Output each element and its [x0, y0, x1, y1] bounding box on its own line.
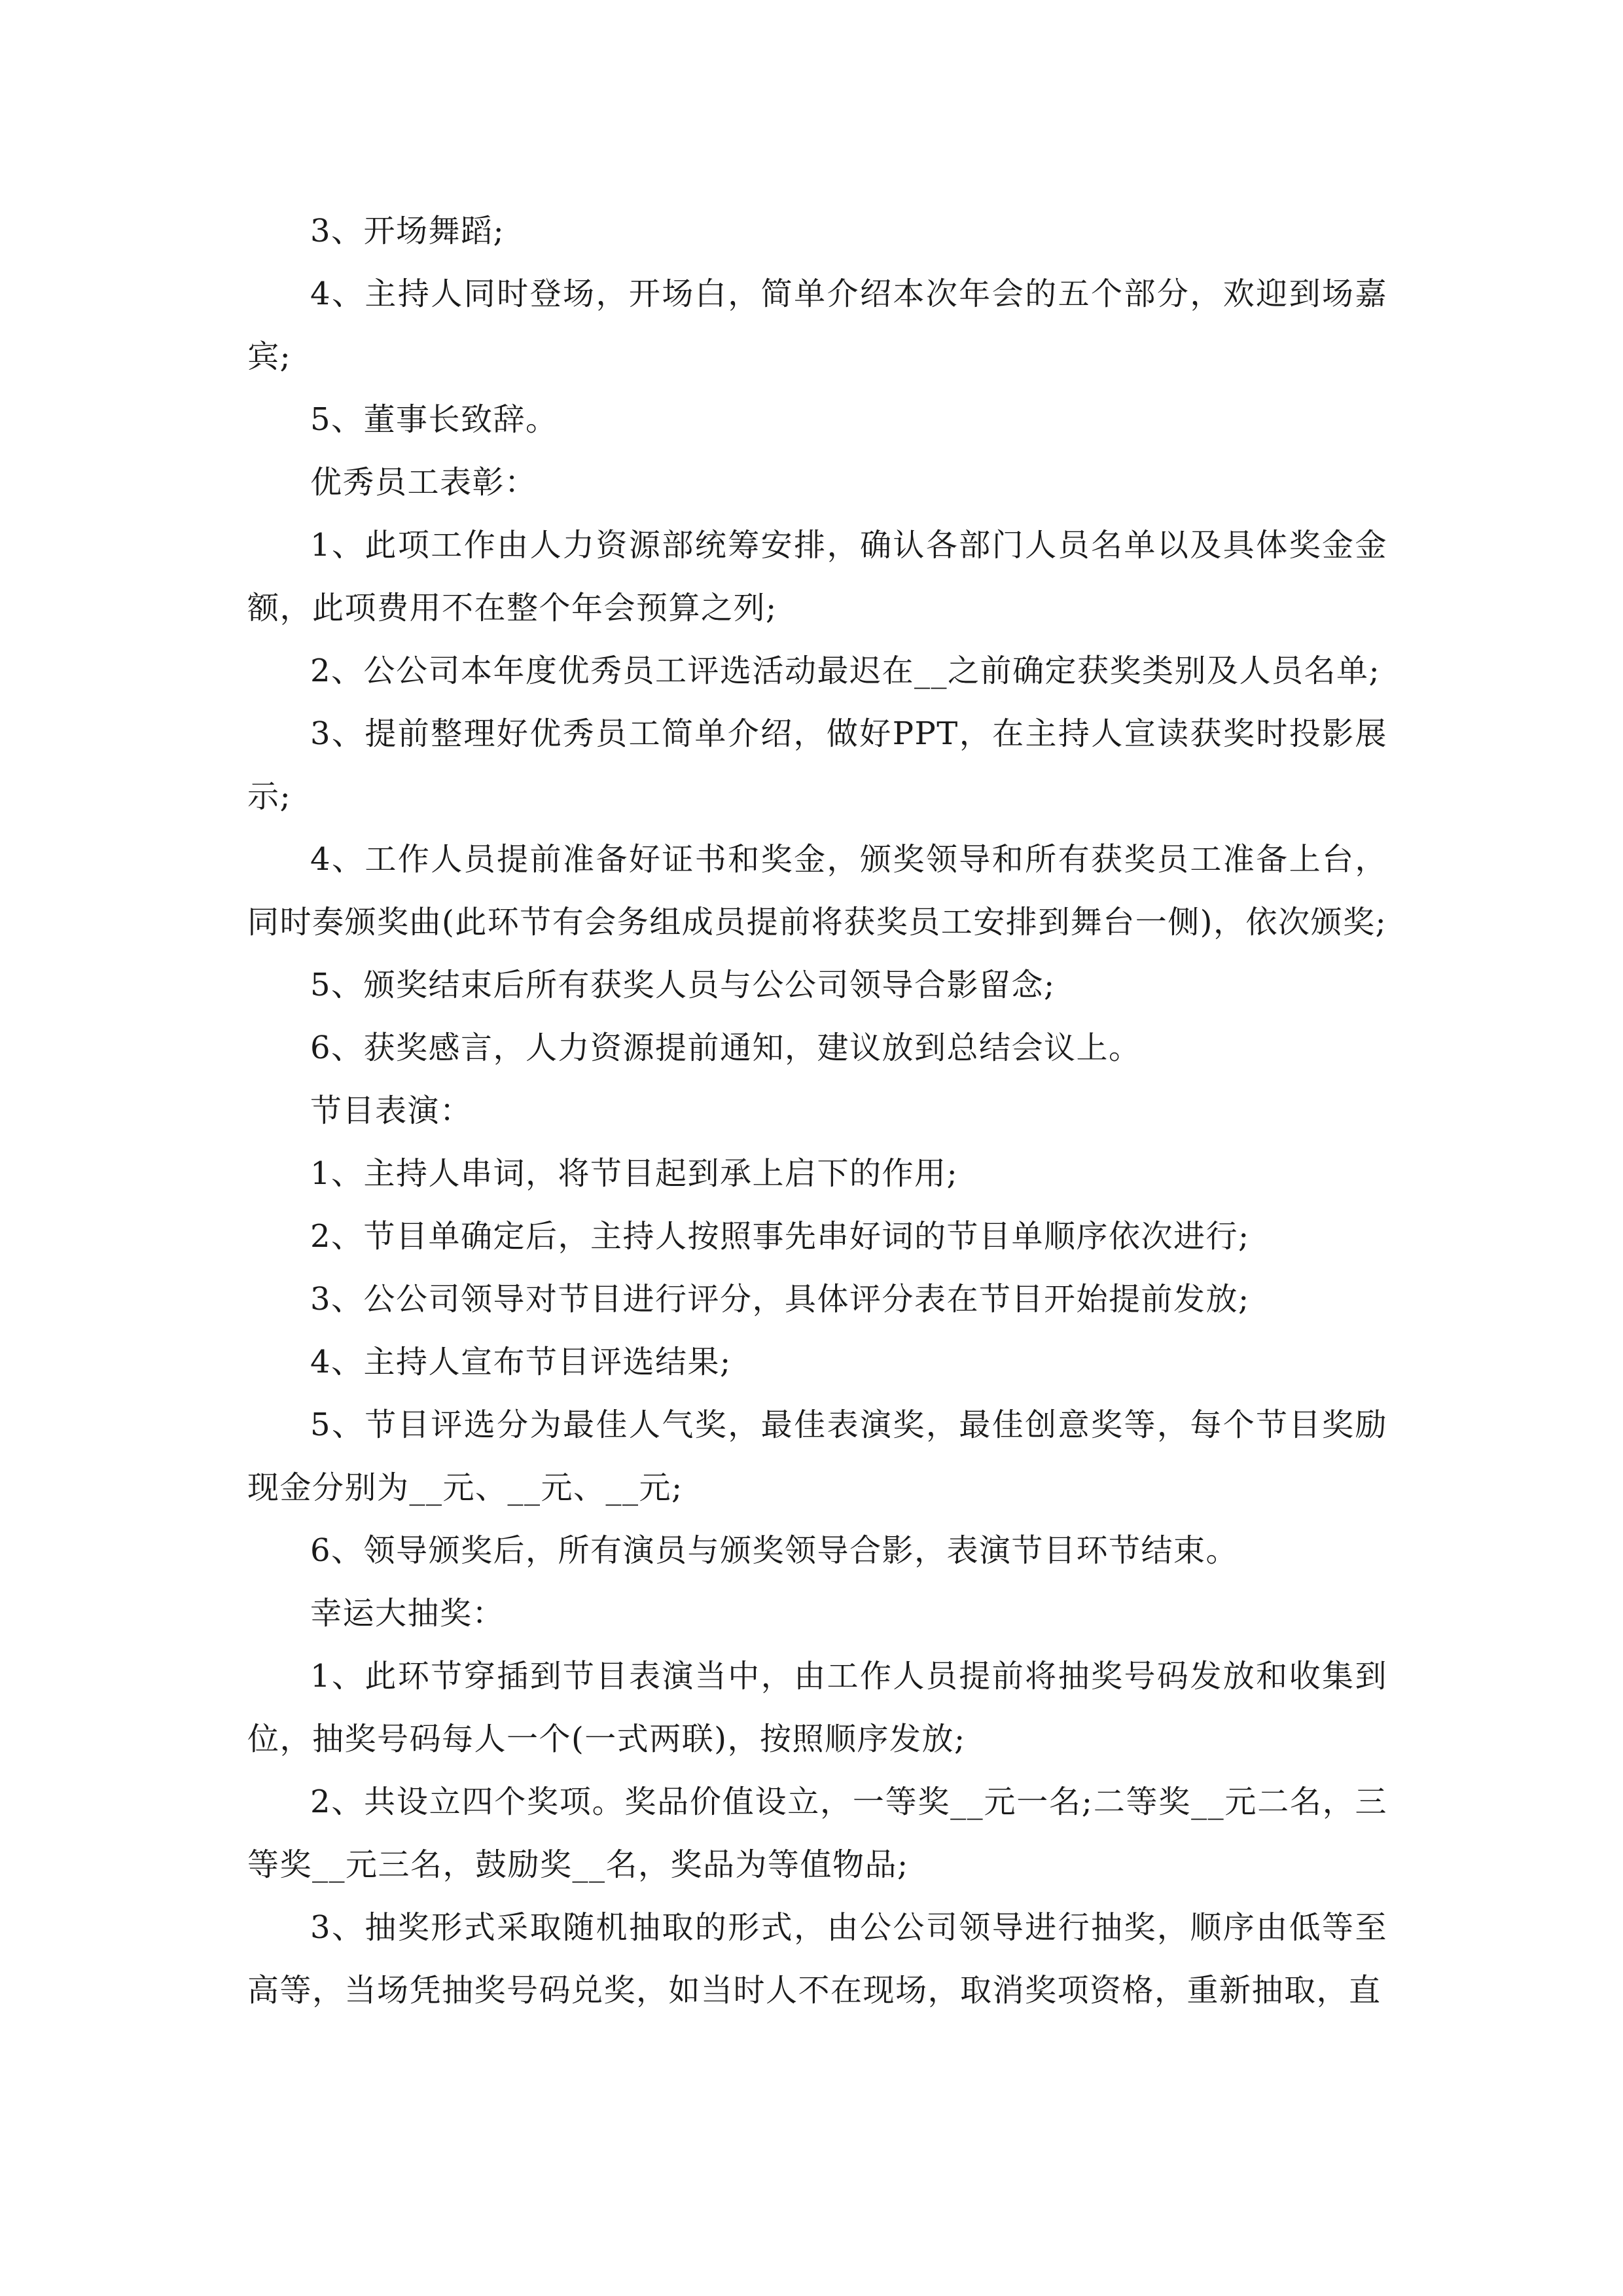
paragraph: 3、开场舞蹈;	[310, 213, 505, 249]
paragraph: 5、董事长致辞。	[310, 401, 558, 438]
section-heading: 幸运大抽奖：	[310, 1595, 505, 1632]
paragraph: 1、此环节穿插到节目表演当中，由工作人员提前将抽奖号码发放和收集到位，抽奖号码每人一个(一式两联)，按照顺序发放;	[247, 1658, 1387, 1757]
paragraph: 1、主持人串词，将节目起到承上启下的作用;	[310, 1155, 959, 1192]
paragraph: 2、公公司本年度优秀员工评选活动最迟在__之前确定获奖类别及人员名单;	[310, 653, 1381, 689]
document-body	[247, 200, 1387, 2022]
paragraph: 3、公公司领导对节目进行评分，具体评分表在节目开始提前发放;	[310, 1281, 1250, 1318]
paragraph: 1、此项工作由人力资源部统筹安排，确认各部门人员名单以及具体奖金金额，此项费用不在整个年会预算之列;	[247, 527, 1387, 626]
paragraph: 4、主持人同时登场，开场白，简单介绍本次年会的五个部分，欢迎到场嘉宾;	[247, 276, 1387, 375]
paragraph: 3、抽奖形式采取随机抽取的形式，由公公司领导进行抽奖，顺序由低等至高等，当场凭抽奖号码兑奖，如当时人不在现场，取消奖项资格，重新抽取，直	[247, 1909, 1387, 2009]
section-heading: 优秀员工表彰：	[310, 464, 537, 501]
paragraph: 3、提前整理好优秀员工简单介绍，做好PPT，在主持人宣读获奖时投影展示;	[247, 715, 1387, 815]
paragraph: 6、领导颁奖后，所有演员与颁奖领导合影，表演节目环节结束。	[310, 1532, 1239, 1569]
paragraph: 6、获奖感言，人力资源提前通知，建议放到总结会议上。	[310, 1030, 1141, 1066]
paragraph: 5、颁奖结束后所有获奖人员与公公司领导合影留念;	[310, 967, 1056, 1003]
section-heading: 节目表演：	[310, 1092, 473, 1129]
paragraph: 4、主持人宣布节目评选结果;	[310, 1344, 732, 1380]
paragraph: 5、节目评选分为最佳人气奖，最佳表演奖，最佳创意奖等，每个节目奖励现金分别为__元、__元、__元;	[247, 1407, 1387, 1506]
paragraph: 2、节目单确定后，主持人按照事先串好词的节目单顺序依次进行;	[310, 1218, 1250, 1255]
paragraph: 2、共设立四个奖项。奖品价值设立，一等奖__元一名;二等奖__元二名，三等奖__元三名，鼓励奖__名，奖品为等值物品;	[247, 1784, 1387, 1883]
paragraph: 4、工作人员提前准备好证书和奖金，颁奖领导和所有获奖员工准备上台，同时奏颁奖曲(此环节有会务组成员提前将获奖员工安排到舞台一侧)，依次颁奖;	[247, 841, 1387, 941]
